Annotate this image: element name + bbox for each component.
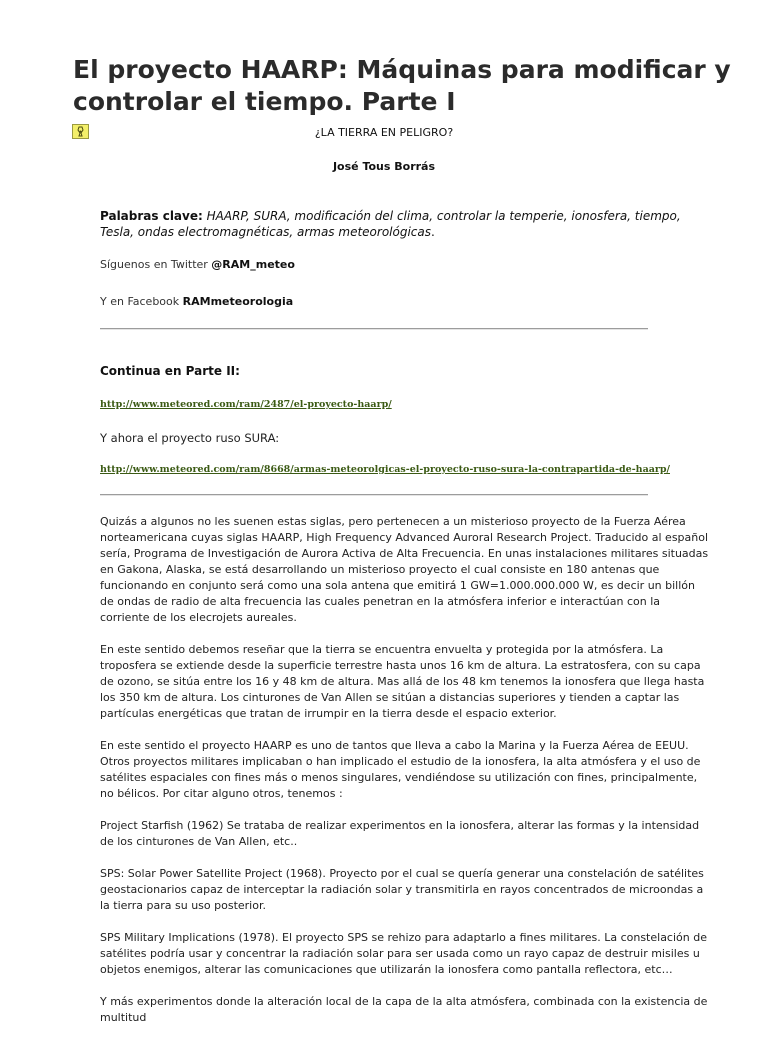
twitter-line xyxy=(100,258,295,271)
part-two-link[interactable]: http://www.meteored.com/ram/2487/el-proyecto-haarp/ xyxy=(100,399,392,410)
article-body xyxy=(100,514,712,1042)
paragraph: Quizás a algunos no les suenen estas siglas, pero pertenecen a un misterioso proyecto de la Fuerza Aérea norteamericana cuyas siglas HAARP, High Frequency Advanced Auroral Research Project. Traducido al español sería, Programa de Investigación de Aurora Activa de Alta Frecuencia. En unas instalaciones militares situadas en Gakona, Alaska, se está desarrollando un misterioso proyecto el cual consiste en 180 antenas que funcionando en conjunto será como una sola antena que emitirá 1 GW=1.000.000.000 W, es decir un billón de ondas de radio de alta frecuencia las cuales penetran en la atmósfera inferior e interactúan con la corriente de los elecrojets aureales. xyxy=(100,515,709,624)
sura-link[interactable]: http://www.meteored.com/ram/8668/armas-meteorolgicas-el-proyecto-ruso-sura-la-contrapartida-de-haarp/ xyxy=(100,464,670,475)
paragraph: Y más experimentos donde la alteración local de la capa de la alta atmósfera, combinada con la existencia de multitud xyxy=(100,995,708,1024)
author-name: José Tous Borrás xyxy=(332,160,436,173)
document-icon[interactable] xyxy=(72,124,89,139)
document-title: El proyecto HAARP: Máquinas para modificar y controlar el tiempo. Parte I xyxy=(73,55,731,116)
paragraph: En este sentido debemos reseñar que la tierra se encuentra envuelta y protegida por la atmósfera. La troposfera se extiende desde la superficie terrestre hasta unos 16 km de altura. La estratosfera, con su capa de ozono, se sitúa entre los 16 y 48 km de altura. Mas allá de los 48 km tenemos la ionosfera que llega hasta los 350 km de altura. Los cinturones de Van Allen se sitúan a distancias superiores y tienden a captar las partículas energéticas que tratan de irrumpir en la tierra desde el espacio exterior. xyxy=(100,643,705,720)
paragraph: SPS Military Implications (1978). El proyecto SPS se rehizo para adaptarlo a fines militares. La constelación de satélites podría usar y concentrar la radiación solar para ser usada como un rayo capaz de destruir misiles u objetos enemigos, alterar las comunicaciones que utilizarán la ionosfera como pantalla reflectora, etc… xyxy=(100,931,707,976)
continue-label: Continua en Parte II: xyxy=(100,364,240,378)
paragraph: Project Starfish (1962) Se trataba de realizar experimentos en la ionosfera, alterar las formas y la intensidad de los cinturones de Van Allen, etc.. xyxy=(100,819,700,848)
keywords-end: . xyxy=(430,225,435,239)
paragraph: SPS: Solar Power Satellite Project (1968). Proyecto por el cual se quería generar una constelación de satélites geostacionarios capaz de interceptar la radiación solar y transmitirla en rayos concentrados de microondas a la tierra para su uso posterior. xyxy=(100,867,704,912)
twitter-handle[interactable]: @RAM_meteo xyxy=(211,258,295,271)
facebook-line xyxy=(100,295,293,308)
twitter-text: Síguenos en Twitter xyxy=(100,258,208,271)
divider xyxy=(100,494,648,496)
paragraph: En este sentido el proyecto HAARP es uno de tantos que lleva a cabo la Marina y la Fuerza Aérea de EEUU. Otros proyectos militares implicaban o han implicado el estudio de la ionosfera, la alta atmósfera y el uso de satélites espaciales con fines más o menos singulares, vendiéndose su utilización con fines, principalmente, no bélicos. Por citar alguno otros, tenemos : xyxy=(100,739,701,800)
document-subtitle: ¿LA TIERRA EN PELIGRO? xyxy=(314,126,454,139)
keywords-block xyxy=(100,208,690,240)
keywords-list: HAARP, SURA, modificación del clima, controlar la temperie, ionosfera, tiempo, Tesla, ondas electromagnéticas, armas meteorológicas xyxy=(100,209,681,239)
keywords-label: Palabras clave: xyxy=(100,209,203,223)
facebook-text: Y en Facebook xyxy=(100,295,180,308)
facebook-handle[interactable]: RAMmeteorologia xyxy=(182,295,294,308)
divider xyxy=(100,328,648,330)
sura-intro: Y ahora el proyecto ruso SURA: xyxy=(100,431,280,445)
